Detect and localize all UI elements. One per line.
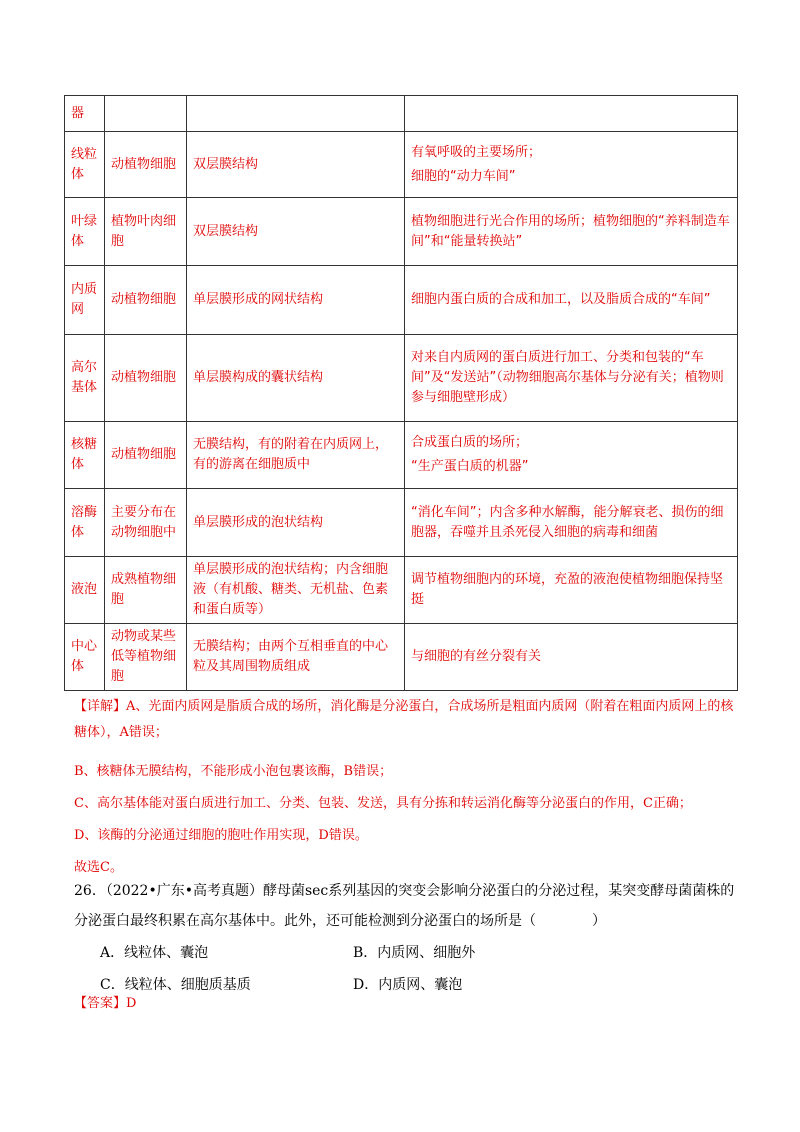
option-b: B．内质网、细胞外 bbox=[353, 945, 476, 961]
option-d: D．内质网、囊泡 bbox=[353, 977, 463, 993]
organelle-distribution bbox=[105, 96, 187, 132]
function-line: 有氧呼吸的主要场所； bbox=[411, 144, 542, 160]
organelle-name: 液泡 bbox=[65, 557, 105, 624]
organelle-function bbox=[405, 422, 738, 489]
organelle-distribution: 动植物细胞 bbox=[105, 266, 187, 335]
table-row bbox=[65, 489, 738, 557]
organelle-structure: 无膜结构；由两个互相垂直的中心粒及其周围物质组成 bbox=[187, 624, 405, 691]
organelle-distribution: 动植物细胞 bbox=[105, 422, 187, 489]
organelle-distribution: 动植物细胞 bbox=[105, 132, 187, 198]
organelle-structure: 单层膜形成的泡状结构 bbox=[187, 489, 405, 557]
organelle-distribution: 植物叶肉细胞 bbox=[105, 198, 187, 266]
organelle-structure: 无膜结构，有的附着在内质网上，有的游离在细胞质中 bbox=[187, 422, 405, 489]
table-row bbox=[65, 624, 738, 691]
function-line: 细胞内蛋白质的合成和加工，以及脂质合成的“车间” bbox=[411, 292, 711, 307]
organelle-structure: 双层膜结构 bbox=[187, 198, 405, 266]
organelle-distribution: 主要分布在动物细胞中 bbox=[105, 489, 187, 557]
table-row bbox=[65, 266, 738, 335]
function-line: 植物细胞进行光合作用的场所；植物细胞的“养料制造车间”和“能量转换站” bbox=[411, 213, 730, 249]
answer-line bbox=[74, 992, 136, 1011]
explanation-section bbox=[74, 694, 744, 878]
explanation-line-a: A、光面内质网是脂质合成的场所，消化酶是分泌蛋白，合成场所是粗面内质网（附着在粗面内质网上的核糖体），A错误； bbox=[74, 699, 734, 740]
organelle-structure: 单层膜形成的泡状结构；内含细胞液（有机酸、糖类、无机盐、色素和蛋白质等） bbox=[187, 557, 405, 624]
function-line: 细胞的“动力车间” bbox=[411, 168, 516, 184]
organelle-name: 线粒体 bbox=[65, 132, 105, 198]
function-line: “生产蛋白质的机器” bbox=[411, 459, 529, 474]
organelle-function bbox=[405, 335, 738, 422]
organelle-name: 核糖体 bbox=[65, 422, 105, 489]
table-row bbox=[65, 132, 738, 198]
function-line: 调节植物细胞内的环境，充盈的液泡使植物细胞保持坚挺 bbox=[411, 572, 724, 607]
organelle-name: 叶绿体 bbox=[65, 198, 105, 266]
option-c: C．线粒体、细胞质基质 bbox=[100, 977, 251, 993]
table-row bbox=[65, 335, 738, 422]
organelle-table bbox=[64, 95, 738, 691]
organelle-structure: 单层膜形成的网状结构 bbox=[187, 266, 405, 335]
function-line: “消化车间”；内含多种水解酶，能分解衰老、损伤的细胞器，吞噬并且杀死侵入细胞的病毒和细菌 bbox=[411, 504, 724, 540]
explanation-line-d: D、该酶的分泌通过细胞的胞吐作用实现，D错误。 bbox=[74, 828, 368, 843]
explanation-tag: 【详解】 bbox=[74, 699, 127, 714]
organelle-function bbox=[405, 198, 738, 266]
organelle-name: 高尔基体 bbox=[65, 335, 105, 422]
table-row bbox=[65, 96, 738, 132]
question-text: 26．（2022•广东•高考真题）酵母菌sec系列基因的突变会影响分泌蛋白的分泌过程，某突变酵母菌菌株的分泌蛋白最终积累在高尔基体中。此外，还可能检测到分泌蛋白的场所是（ ） bbox=[74, 883, 735, 929]
organelle-name: 中心体 bbox=[65, 624, 105, 691]
organelle-distribution: 成熟植物细胞 bbox=[105, 557, 187, 624]
organelle-distribution: 动植物细胞 bbox=[105, 335, 187, 422]
question-options bbox=[100, 936, 744, 1000]
organelle-table-body bbox=[65, 96, 738, 691]
organelle-name: 器 bbox=[65, 96, 105, 132]
function-line: 合成蛋白质的场所； bbox=[411, 435, 529, 450]
option-a: A．线粒体、囊泡 bbox=[100, 945, 209, 961]
question-26 bbox=[74, 876, 744, 1000]
organelle-function bbox=[405, 132, 738, 198]
function-line: 与细胞的有丝分裂有关 bbox=[411, 649, 542, 664]
organelle-function bbox=[405, 489, 738, 557]
organelle-structure: 双层膜结构 bbox=[187, 132, 405, 198]
table-row bbox=[65, 557, 738, 624]
organelle-function bbox=[405, 266, 738, 335]
organelle-structure bbox=[187, 96, 405, 132]
organelle-name: 内质网 bbox=[65, 266, 105, 335]
organelle-function bbox=[405, 96, 738, 132]
answer-value: D bbox=[126, 996, 137, 1011]
explanation-line-c: C、高尔基体能对蛋白质进行加工、分类、包装、发送，具有分拣和转运消化酶等分泌蛋白的作用，C正确； bbox=[74, 796, 692, 811]
organelle-structure: 单层膜构成的囊状结构 bbox=[187, 335, 405, 422]
organelle-name: 溶酶体 bbox=[65, 489, 105, 557]
organelle-function bbox=[405, 624, 738, 691]
organelle-distribution: 动物或某些低等植物细胞 bbox=[105, 624, 187, 691]
table-row bbox=[65, 198, 738, 266]
explanation-conclusion: 故选C。 bbox=[74, 860, 123, 875]
function-line: 对来自内质网的蛋白质进行加工、分类和包装的“车间”及“发送站”（动物细胞高尔基体与分泌有关；植物则参与细胞壁形成） bbox=[411, 350, 724, 405]
table-row bbox=[65, 422, 738, 489]
explanation-line-b: B、核糖体无膜结构，不能形成小泡包裹该酶，B错误； bbox=[74, 764, 393, 779]
answer-tag: 【答案】 bbox=[74, 996, 127, 1011]
organelle-function bbox=[405, 557, 738, 624]
